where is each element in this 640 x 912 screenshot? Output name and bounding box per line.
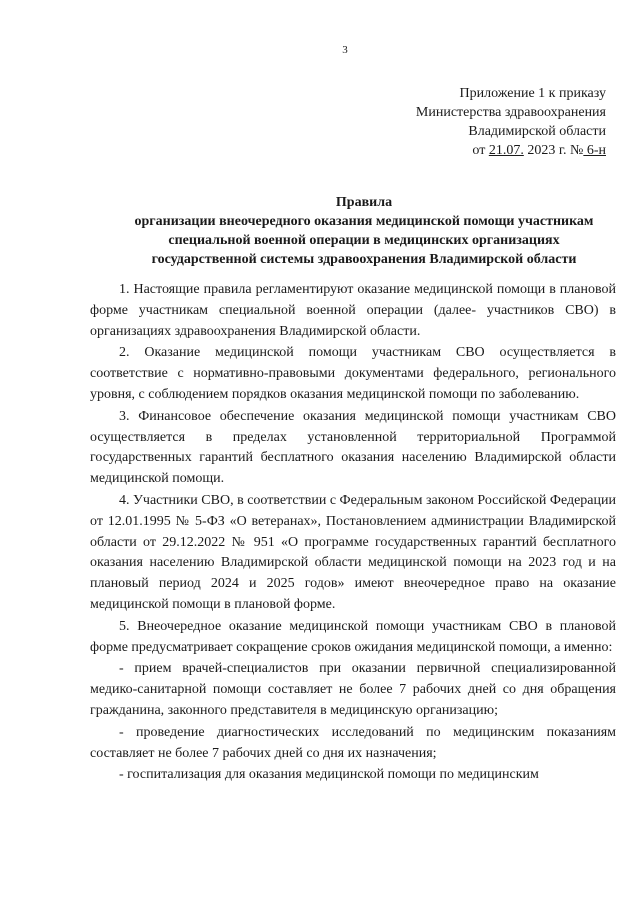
attachment-line-4 (346, 141, 606, 160)
attachment-line-3: Владимирской области (468, 124, 606, 139)
attachment-number: 6-н (583, 143, 606, 158)
title-heading: Правила (335, 195, 393, 210)
title-line-1: организации внеочередного оказания медицинской помощи участникам (134, 214, 594, 229)
attachment-block (346, 84, 606, 160)
attachment-date: 21.07. (488, 143, 524, 158)
paragraph-5: 5. Внеочередное оказание медицинской помощи участникам СВО в плановой форме предусматривает сокращение сроков ожидания медицинской помощи, а именно: (90, 618, 616, 655)
attachment-line-1: Приложение 1 к приказу (459, 86, 606, 101)
paragraph-1: 1. Настоящие правила регламентируют оказание медицинской помощи в плановой форме участникам специальной военной операции (далее- участников СВО) в организациях здравоохранения Владимирской области. (90, 282, 616, 339)
list-item-3: - госпитализация для оказания медицинской помощи по медицинским (119, 767, 539, 783)
paragraph-3: 3. Финансовое обеспечение оказания медицинской помощи участникам СВО осуществляется в пределах установленной территориальной Программой государственных гарантий бесплатного оказания населению Владимирской области медицинской помощи. (90, 408, 616, 487)
paragraph-2: 2. Оказание медицинской помощи участникам СВО осуществляется в соответствие с нормативно-правовыми документами федерального, регионального уровня, с соблюдением порядков оказания медицинской помощи по заболеванию. (90, 345, 616, 402)
attachment-year: 2023 г. № (523, 143, 584, 158)
attachment-line-2: Министерства здравоохранения (415, 105, 606, 120)
page-number: 3 (342, 44, 348, 56)
attachment-date-prefix: от (472, 143, 489, 158)
paragraph-4: 4. Участники СВО, в соответствии с Федеральным законом Российской Федерации от 12.01.1995 № 5-ФЗ «О ветеранах», Постановлением администрации Владимирской области от 29.12.2022 № 951 «О программе государственных гарантий бесплатного оказания населению Владимирской области медицинской помощи на 2023 год и на плановый период 2024 и 2025 годов» имеют внеочередное право на оказание медицинской помощи в плановой форме. (90, 492, 616, 612)
list-item-2: - проведение диагностических исследований по медицинским показаниям составляет не более 7 рабочих дней со дня их назначения; (90, 724, 616, 761)
document-body (90, 280, 616, 787)
title-line-2: специальной военной операции в медицинских организациях (168, 233, 560, 248)
list-item-1: - прием врачей-специалистов при оказании первичной специализированной медико-санитарной помощи составляет не более 7 рабочих дней со дня обращения гражданина, законного представителя в медицинскую организацию; (90, 661, 616, 718)
document-title (90, 193, 638, 269)
title-line-3: государственной системы здравоохранения Владимирской области (151, 252, 577, 267)
